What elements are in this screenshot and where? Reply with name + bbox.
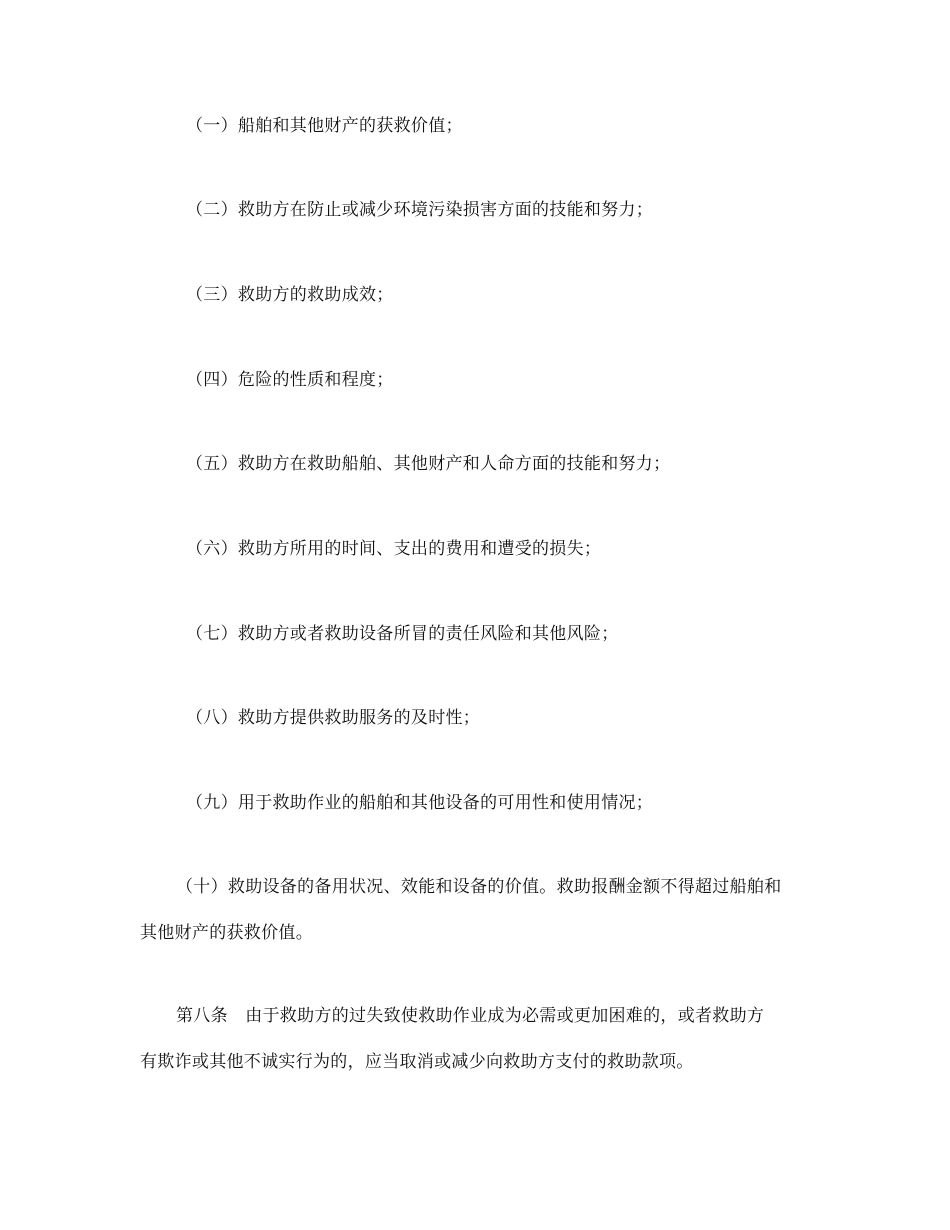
list-item-10 [140, 875, 812, 945]
list-item-8: （八）救助方提供救助服务的及时性； [186, 708, 481, 728]
list-item-2: （二）救助方在防止或减少环境污染损害方面的技能和努力； [186, 200, 654, 220]
list-item-1: （一）船舶和其他财产的获救价值； [186, 116, 463, 136]
list-item-10-line-1: （十）救助设备的备用状况、效能和设备的价值。救助报酬金额不得超过船舶和 [176, 877, 782, 897]
article-8-line-1: 第八条 由于救助方的过失致使救助作业成为必需或更加困难的，或者救助方 [176, 1006, 765, 1026]
list-item-5: （五）救助方在救助船舶、其他财产和人命方面的技能和努力； [186, 454, 671, 474]
list-item-4: （四）危险的性质和程度； [186, 370, 394, 390]
list-item-9: （九）用于救助作业的船舶和其他设备的可用性和使用情况； [186, 793, 654, 813]
list-item-7: （七）救助方或者救助设备所冒的责任风险和其他风险； [186, 624, 619, 644]
list-item-6: （六）救助方所用的时间、支出的费用和遭受的损失； [186, 539, 602, 559]
article-8-paragraph [140, 1004, 812, 1074]
list-item-3: （三）救助方的救助成效； [186, 285, 394, 305]
list-item-10-line-2: 其他财产的获救价值。 [140, 923, 313, 943]
article-8-line-2: 有欺诈或其他不诚实行为的，应当取消或减少向救助方支付的救助款项。 [140, 1052, 694, 1072]
